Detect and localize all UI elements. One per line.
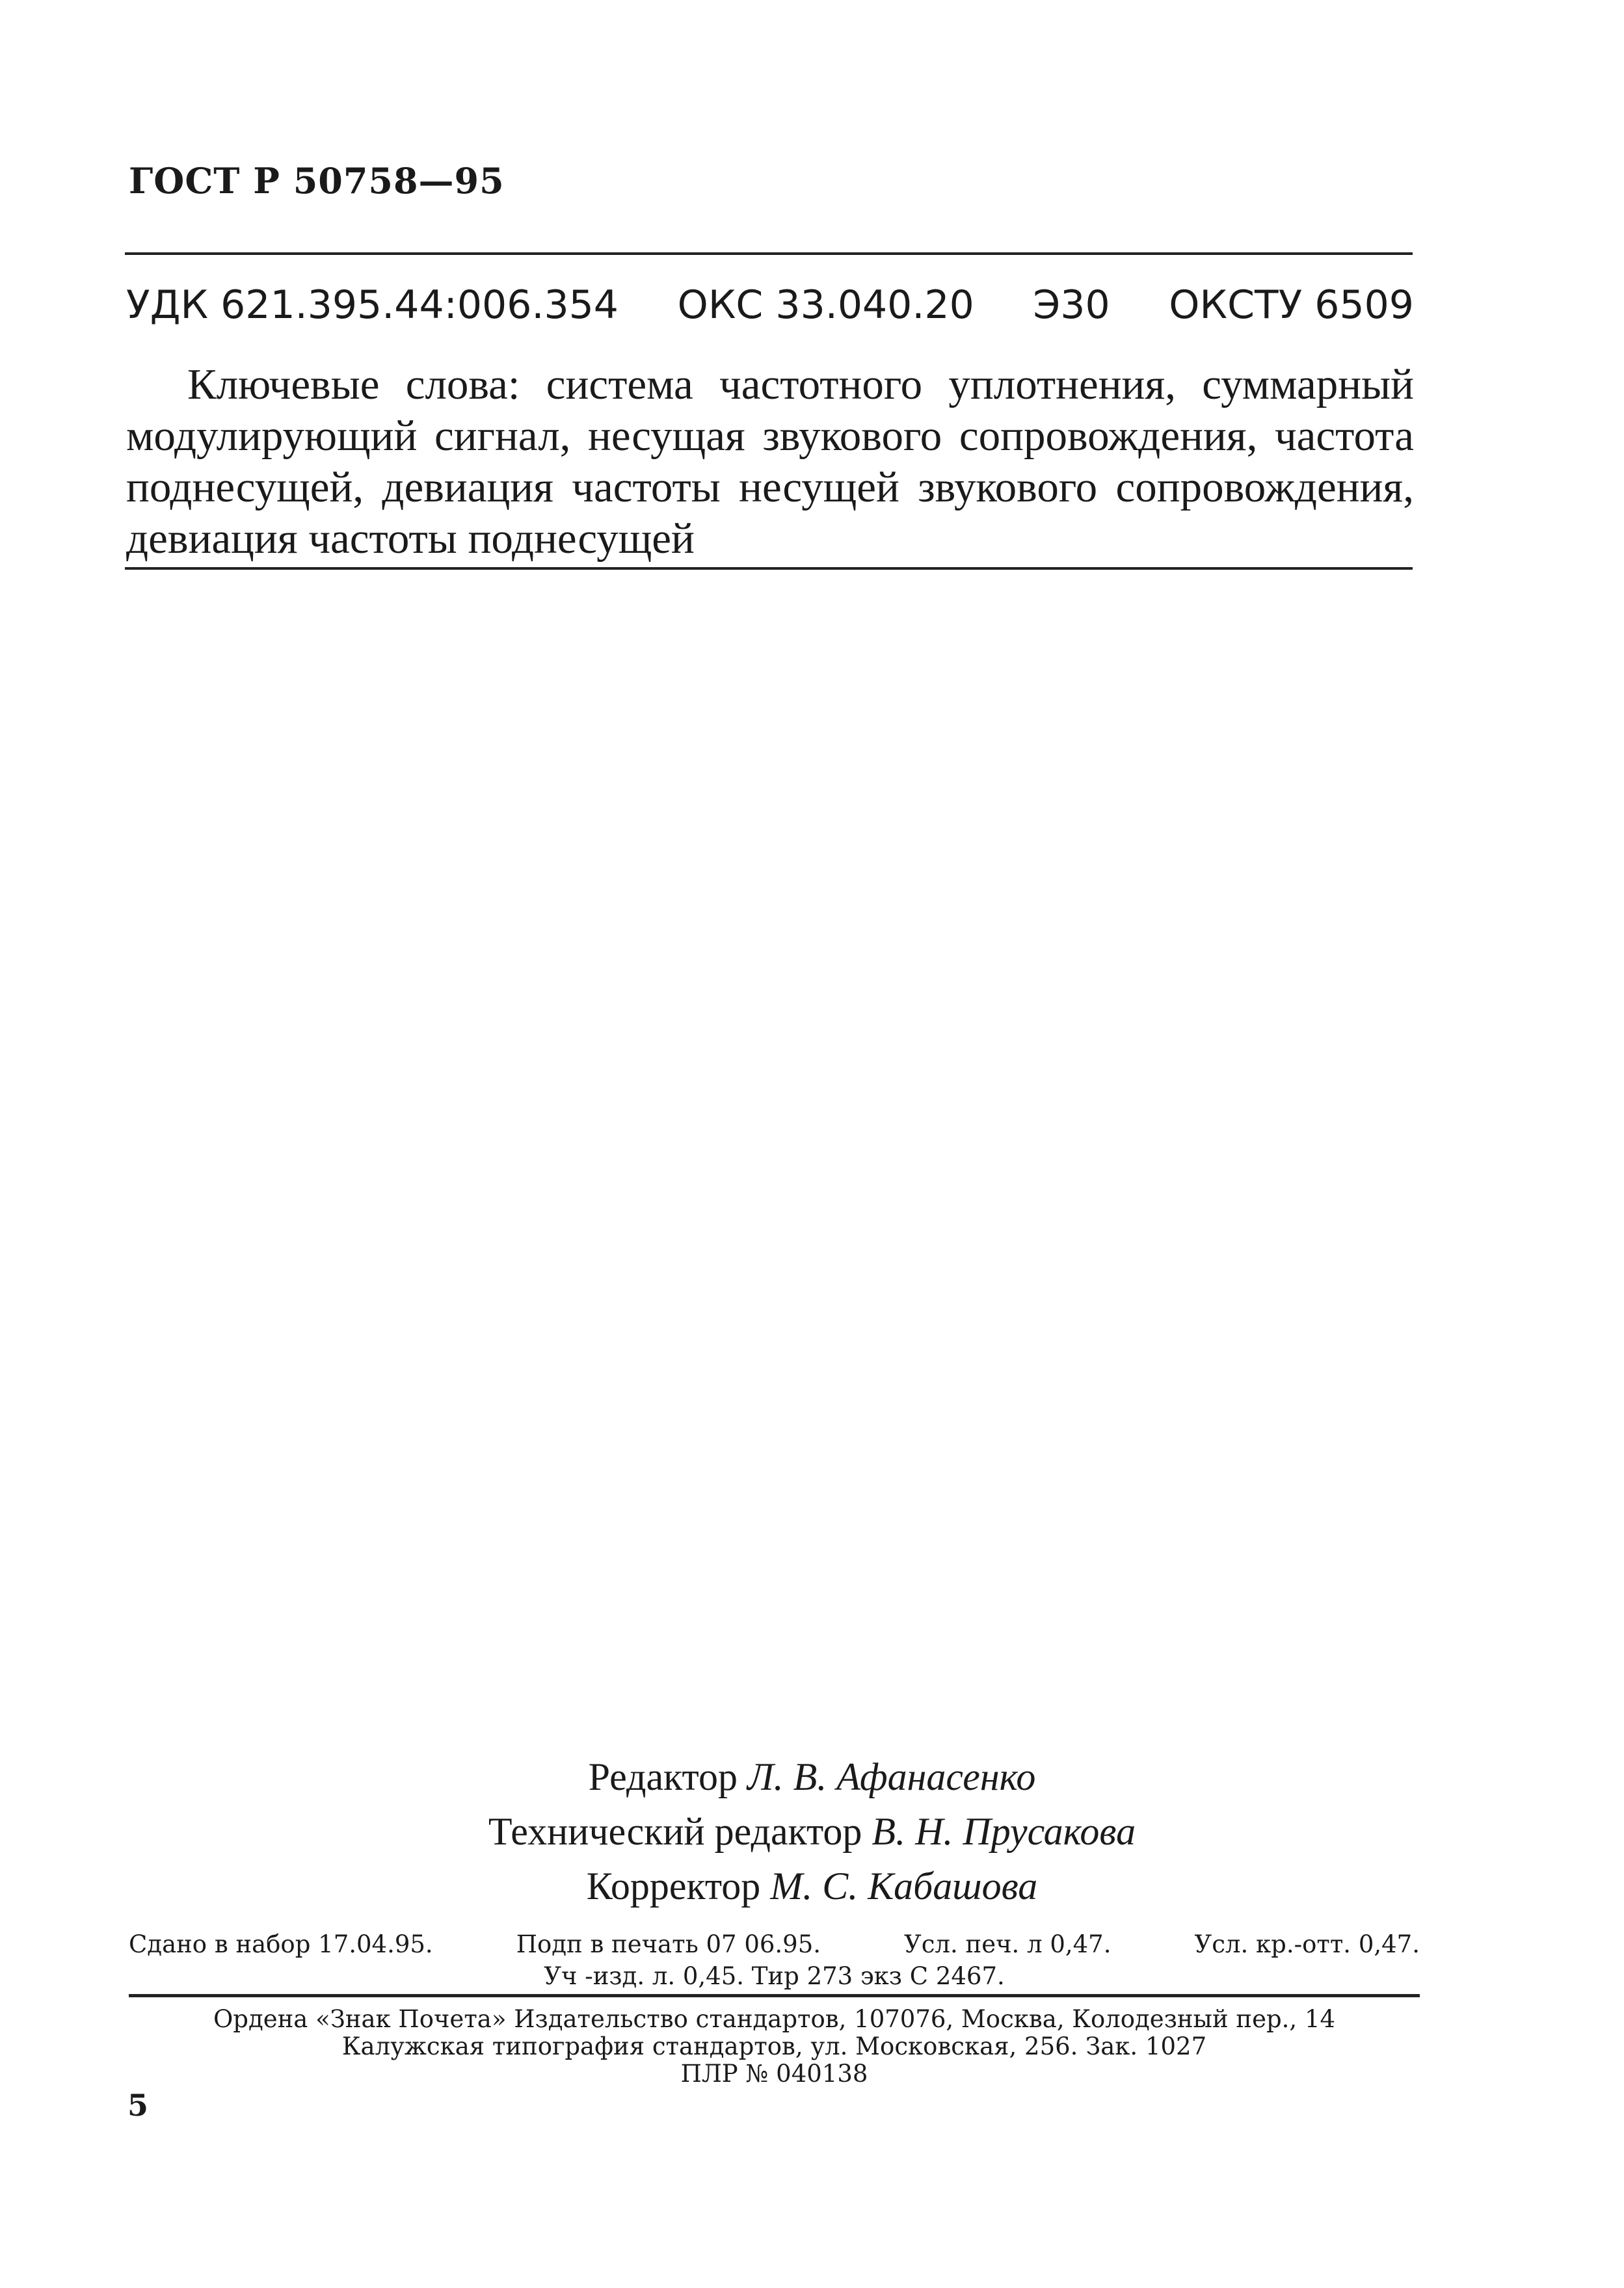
credits-block	[0, 1749, 1624, 1913]
editor-line	[0, 1749, 1624, 1804]
page-number: 5	[127, 2088, 149, 2123]
publisher-line2: Калужская типография стандартов, ул. Московская, 256. Зак. 1027	[341, 2032, 1207, 2060]
imprint-submitted: Сдано в набор 17.04.95.	[129, 1930, 433, 1958]
imprint-block	[129, 1930, 1420, 1990]
editor-name: Л. В. Афанасенко	[747, 1755, 1036, 1798]
top-rule	[125, 252, 1413, 255]
imprint-rule	[129, 1994, 1420, 1997]
imprint-print-sheets: Усл. печ. л 0,47.	[904, 1930, 1112, 1958]
keywords-text: система частотного уплотнения, суммарный модулирующий сигнал, несущая звукового сопровождения, частота поднесущей, девиация частоты несущей звукового сопровождения, девиация частоты поднесущей	[126, 360, 1415, 563]
imprint-line2: Уч -изд. л. 0,45. Тир 273 экз С 2467.	[544, 1962, 1005, 1990]
keywords-block	[126, 359, 1414, 565]
e-code: Э30	[1033, 282, 1110, 328]
keywords-bottom-rule	[125, 567, 1413, 570]
corrector-line	[0, 1859, 1624, 1913]
oks-code: ОКС 33.040.20	[677, 282, 974, 328]
tech-editor-role: Технический редактор	[488, 1810, 862, 1853]
classification-codes	[126, 282, 1414, 328]
okstu-code: ОКСТУ 6509	[1169, 282, 1414, 328]
corrector-name: М. С. Кабашова	[770, 1865, 1038, 1908]
document-number: ГОСТ Р 50758—95	[129, 160, 505, 202]
publisher-line1: Ордена «Знак Почета» Издательство стандартов, 107076, Москва, Колодезный пер., 14	[213, 2005, 1336, 2033]
imprint-signed: Подп в печать 07 06.95.	[516, 1930, 821, 1958]
publisher-block	[129, 2006, 1420, 2088]
tech-editor-line	[0, 1804, 1624, 1859]
editor-role: Редактор	[588, 1755, 738, 1798]
tech-editor-name: В. Н. Прусакова	[872, 1810, 1136, 1853]
udk-code: УДК 621.395.44:006.354	[126, 282, 619, 328]
corrector-role: Корректор	[586, 1865, 761, 1908]
imprint-color-prints: Усл. кр.-отт. 0,47.	[1194, 1930, 1420, 1958]
publisher-line3: ПЛР № 040138	[680, 2060, 868, 2088]
keywords-label: Ключевые слова:	[187, 360, 520, 408]
